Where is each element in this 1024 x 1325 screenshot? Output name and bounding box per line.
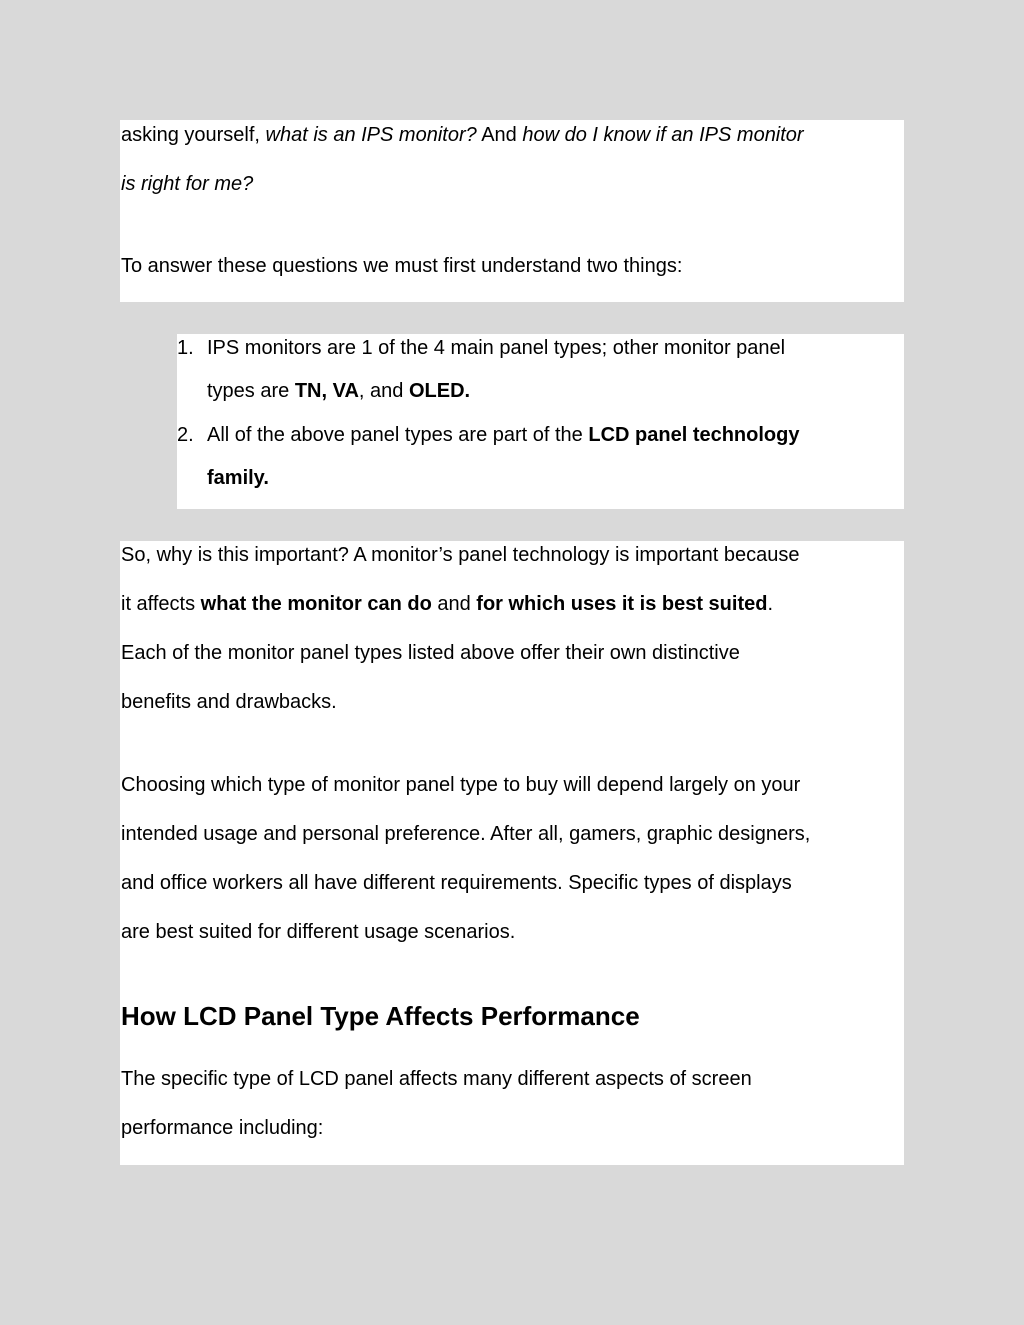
list-text: types are bbox=[207, 380, 295, 402]
paragraph-1-line-4: benefits and drawbacks. bbox=[121, 691, 337, 713]
intro-question-2: how do I know if an IPS monitor bbox=[522, 124, 804, 146]
intro-question-1: what is an IPS monitor? bbox=[265, 124, 477, 146]
intro-line-3: To answer these questions we must first understand two things: bbox=[121, 255, 683, 277]
intro-text: asking yourself, bbox=[121, 124, 266, 146]
intro-text: And bbox=[476, 124, 523, 146]
list-text: All of the above panel types are part of the bbox=[207, 424, 589, 446]
paragraph-1-line-2 bbox=[121, 592, 773, 616]
panel-types-bold: TN, VA bbox=[294, 380, 359, 402]
section-heading: How LCD Panel Type Affects Performance bbox=[121, 1001, 640, 1031]
intro-section bbox=[120, 120, 904, 302]
list-item-1-line-2 bbox=[207, 379, 470, 403]
numbered-list bbox=[177, 334, 904, 509]
intro-question-2-end: is right for me? bbox=[121, 173, 254, 195]
paragraph-2-line-2: intended usage and personal preference. After all, gamers, graphic designers, bbox=[121, 823, 811, 845]
intro-line-1 bbox=[121, 123, 804, 147]
paragraph-2-line-1: Choosing which type of monitor panel type to buy will depend largely on your bbox=[121, 774, 801, 796]
paragraph-1-line-1: So, why is this important? A monitor’s panel technology is important because bbox=[121, 544, 800, 566]
intro-line-2 bbox=[121, 172, 253, 196]
bold-what-monitor-can-do: what the monitor can do bbox=[200, 593, 432, 615]
body-text: . bbox=[767, 593, 774, 615]
lcd-tech-bold: LCD panel technology bbox=[588, 424, 800, 446]
body-section bbox=[120, 541, 904, 1165]
list-item-2-line-1 bbox=[207, 423, 799, 447]
family-bold: family. bbox=[207, 467, 269, 489]
list-text: , and bbox=[358, 380, 409, 402]
body-text: and bbox=[431, 593, 477, 615]
list-number: 1. bbox=[177, 337, 194, 359]
paragraph-2-line-4: are best suited for different usage scenarios. bbox=[121, 921, 516, 943]
paragraph-2-line-3: and office workers all have different requirements. Specific types of displays bbox=[121, 872, 792, 894]
list-item-1-line-1: IPS monitors are 1 of the 4 main panel types; other monitor panel bbox=[207, 337, 786, 359]
paragraph-3-line-2: performance including: bbox=[121, 1117, 324, 1139]
paragraph-3-line-1: The specific type of LCD panel affects many different aspects of screen bbox=[121, 1068, 752, 1090]
paragraph-1-line-3: Each of the monitor panel types listed above offer their own distinctive bbox=[121, 642, 740, 664]
body-text: it affects bbox=[121, 593, 201, 615]
list-number: 2. bbox=[177, 424, 194, 446]
oled-bold: OLED. bbox=[408, 380, 471, 402]
list-item-2-line-2 bbox=[207, 466, 269, 490]
bold-best-suited: for which uses it is best suited bbox=[476, 593, 768, 615]
